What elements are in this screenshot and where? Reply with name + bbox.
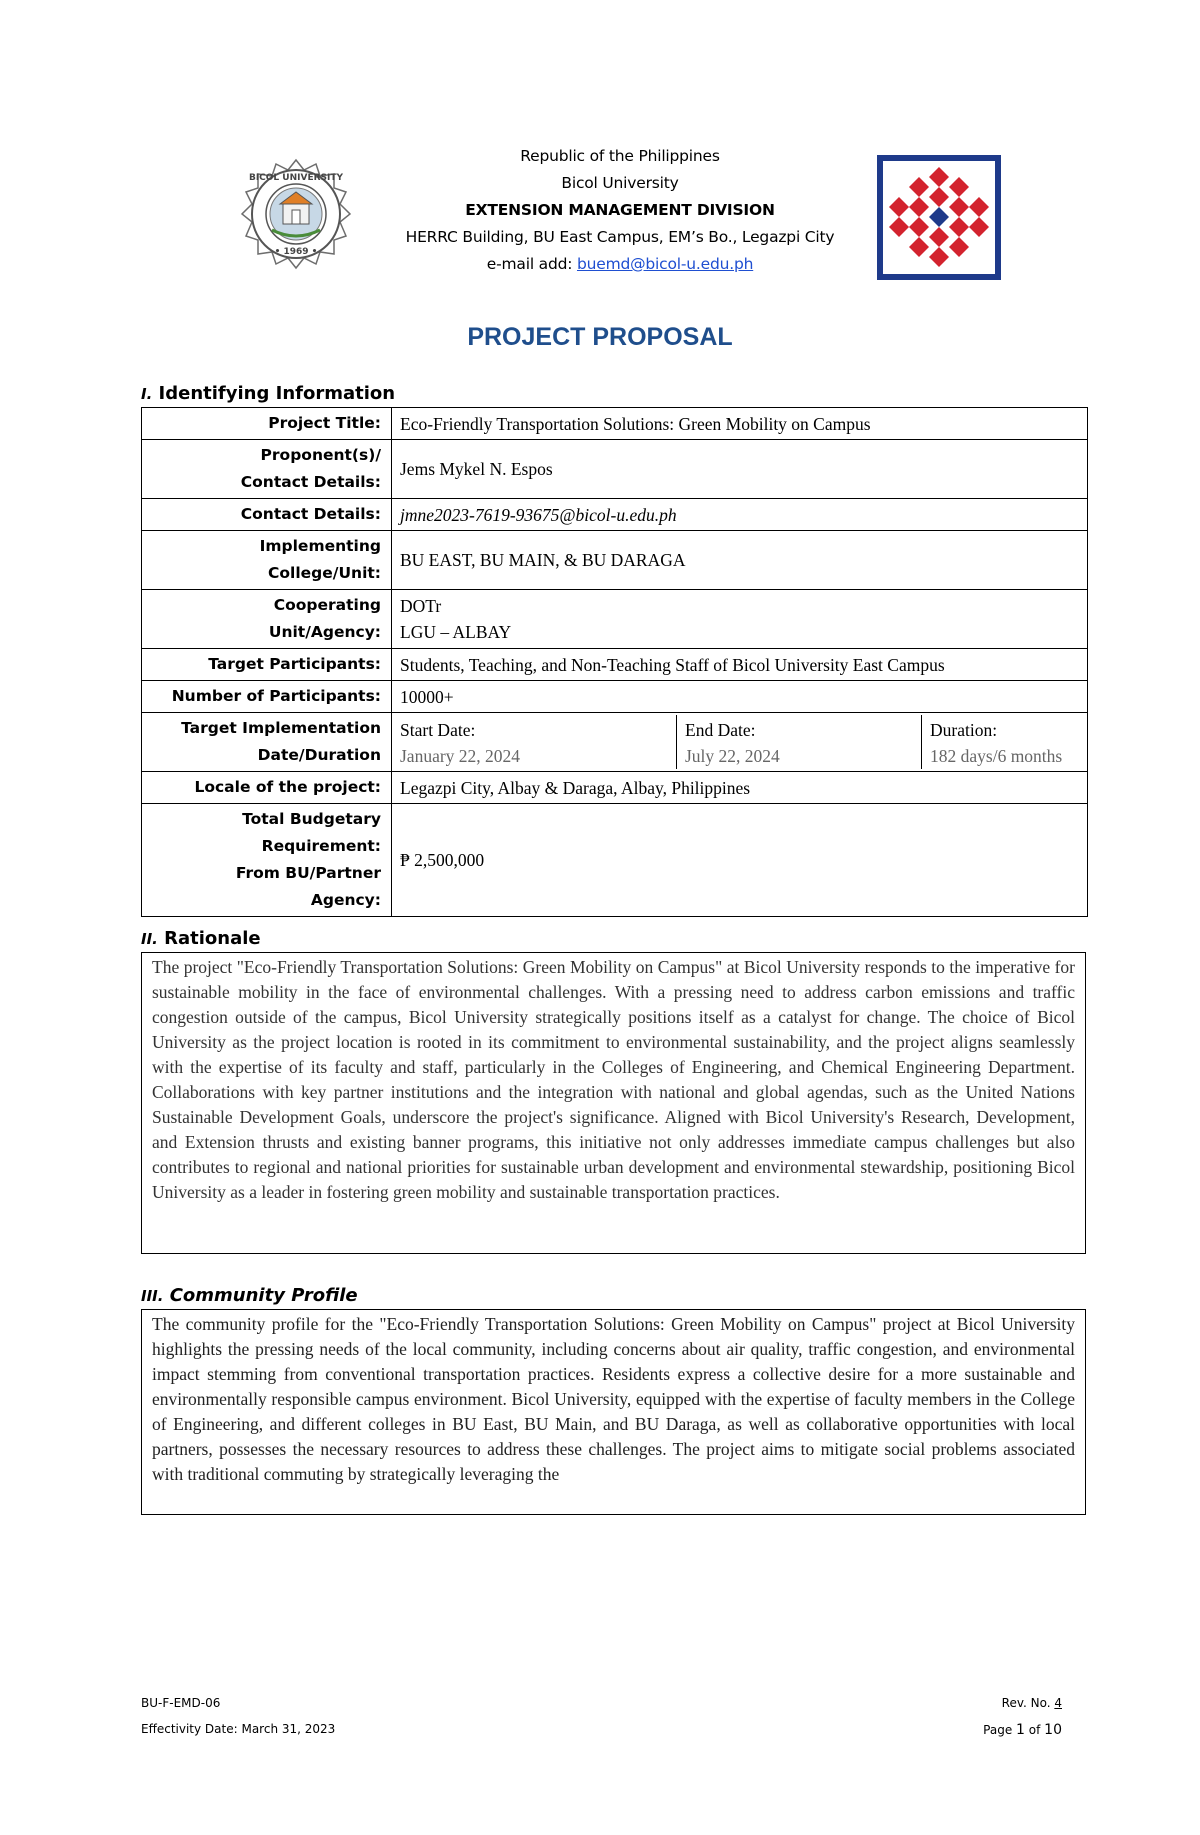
locale-label: Locale of the project: [142,772,392,804]
letterhead [380,143,860,278]
effectivity-date: Effectivity Date: March 31, 2023 [141,1722,336,1736]
budget-label [142,804,392,917]
email-label: e-mail add: [486,255,577,273]
target-participants-value: Students, Teaching, and Non-Teaching Staff of Bicol University East Campus [392,649,1088,681]
locale-value: Legazpi City, Albay & Daraga, Albay, Philippines [392,772,1088,804]
bicol-university-seal [240,150,352,280]
rev-label: Rev. No. [1001,1696,1055,1710]
proponent-value: Jems Mykel N. Espos [392,440,1088,499]
emd-logo [877,155,1001,280]
start-date-cell [400,715,677,769]
table-row [142,713,1088,772]
section-number: II. [141,930,158,948]
table-row [142,590,1088,649]
duration-value: 182 days/6 months [930,746,1063,766]
date-subtable [400,715,1079,769]
budget-value: ₱ 2,500,000 [392,804,1088,917]
document-title: PROJECT PROPOSAL [467,323,733,351]
project-title-value: Eco-Friendly Transportation Solutions: Green Mobility on Campus [392,408,1088,440]
implementing-label-line-2: College/Unit: [268,564,381,582]
section-label: Community Profile [163,1285,358,1306]
table-row [142,531,1088,590]
cooperating-agency-1: DOTr [400,596,442,616]
letterhead-line-university: Bicol University [561,174,679,192]
svg-text:• 1969 •: • 1969 • [274,247,318,257]
table-row [142,440,1088,499]
implementing-unit-label [142,531,392,590]
page-total: 10 [1044,1722,1062,1738]
table-row [142,804,1088,917]
section-number: III. [141,1287,164,1305]
end-date-label: End Date: [685,720,756,740]
budget-label-line-4: Agency: [310,891,381,909]
letterhead-line-republic: Republic of the Philippines [520,147,720,165]
table-row [142,408,1088,440]
letterhead-email-line [380,251,860,278]
contact-details-value: jmne2023-7619-93675@bicol-u.edu.ph [392,499,1088,531]
page-current: 1 [1016,1722,1025,1738]
section-label: Identifying Information [152,383,396,404]
section-community-profile-heading [141,1285,358,1306]
budget-label-line-2: Requirement: [261,837,381,855]
rationale-box [141,952,1086,1254]
implementation-date-label [142,713,392,772]
duration-cell [922,715,1080,769]
implementing-label-line-1: Implementing [259,537,381,555]
table-row [142,649,1088,681]
impl-date-label-line-1: Target Implementation [181,719,381,737]
table-row [142,772,1088,804]
end-date-value: July 22, 2024 [685,746,780,766]
cooperating-agency-label [142,590,392,649]
number-of-participants-value: 10000+ [392,681,1088,713]
cooperating-label-line-2: Unit/Agency: [268,623,381,641]
section-rationale-heading [141,928,261,949]
table-row [142,499,1088,531]
proponent-label [142,440,392,499]
impl-date-label-line-2: Date/Duration [257,746,381,764]
email-link[interactable]: buemd@bicol-u.edu.ph [576,255,754,273]
end-date-cell [677,715,922,769]
svg-text:BICOL UNIVERSITY: BICOL UNIVERSITY [248,173,344,183]
implementation-date-value [392,713,1088,772]
start-date-label: Start Date: [400,720,476,740]
section-label: Rationale [157,928,261,949]
form-code: BU-F-EMD-06 [141,1696,221,1710]
page-label: Page [983,1723,1017,1737]
start-date-value: January 22, 2024 [400,746,521,766]
implementing-unit-value: BU EAST, BU MAIN, & BU DARAGA [392,531,1088,590]
table-row [142,681,1088,713]
project-title-label: Project Title: [142,408,392,440]
community-profile-box [141,1309,1086,1515]
identifying-information-table [141,407,1088,917]
budget-label-line-1: Total Budgetary [242,810,381,828]
proponent-label-line-1: Proponent(s)/ [260,446,381,464]
contact-details-label: Contact Details: [142,499,392,531]
section-number: I. [141,385,153,403]
cooperating-label-line-1: Cooperating [273,596,381,614]
page-number [983,1722,1062,1738]
duration-label: Duration: [930,720,998,740]
cooperating-agency-value [392,590,1088,649]
page-of: of [1024,1723,1045,1737]
proponent-label-line-2: Contact Details: [240,473,381,491]
budget-label-line-3: From BU/Partner [235,864,381,882]
rev-number: 4 [1054,1696,1062,1710]
section-identifying-information-heading [141,383,395,404]
cooperating-agency-2: LGU – ALBAY [400,622,512,642]
number-of-participants-label: Number of Participants: [142,681,392,713]
letterhead-line-address: HERRC Building, BU East Campus, EM’s Bo., Legazpi City [405,228,835,246]
community-profile-text: The community profile for the "Eco-Friendly Transportation Solutions: Green Mobility on Campus" project at Bicol University highlights the pressing needs of the local community, including concerns about air quality, traffic congestion, and environmental impact stemming from conventional transportation practices. Residents express a collective desire for a more sustainable and environmentally responsible campus environment. Bicol University, equipped with the expertise of faculty members in the College of Engineering, and different colleges in BU East, BU Main, and BU Daraga, as well as collaborative opportunities with local partners, possesses the necessary resources to address these challenges. The project aims to mitigate social problems associated with traditional commuting by strategically leveraging the [152,1314,1075,1484]
revision-number [1002,1696,1062,1710]
letterhead-line-division: EXTENSION MANAGEMENT DIVISION [465,201,775,219]
target-participants-label: Target Participants: [142,649,392,681]
rationale-text: The project "Eco-Friendly Transportation Solutions: Green Mobility on Campus" at Bicol University responds to the imperative for sustainable mobility in the face of environmental challenges. With a pressing need to address carbon emissions and traffic congestion outside of the campus, Bicol University strategically positions itself as a catalyst for change. The choice of Bicol University as the project location is rooted in its commitment to environmental sustainability, and the project aligns seamlessly with the expertise of its faculty and staff, particularly in the Colleges of Engineering, and Chemical Engineering Department. Collaborations with key partner institutions and the integration with national and global agendas, such as the United Nations Sustainable Development Goals, underscore the project's significance. Aligned with Bicol University's Research, Development, and Extension thrusts and existing banner programs, this initiative not only addresses immediate campus challenges but also contributes to regional and national priorities for sustainable urban development and environmental stewardship, positioning Bicol University as a leader in fostering green mobility and sustainable transportation practices. [152,957,1075,1202]
